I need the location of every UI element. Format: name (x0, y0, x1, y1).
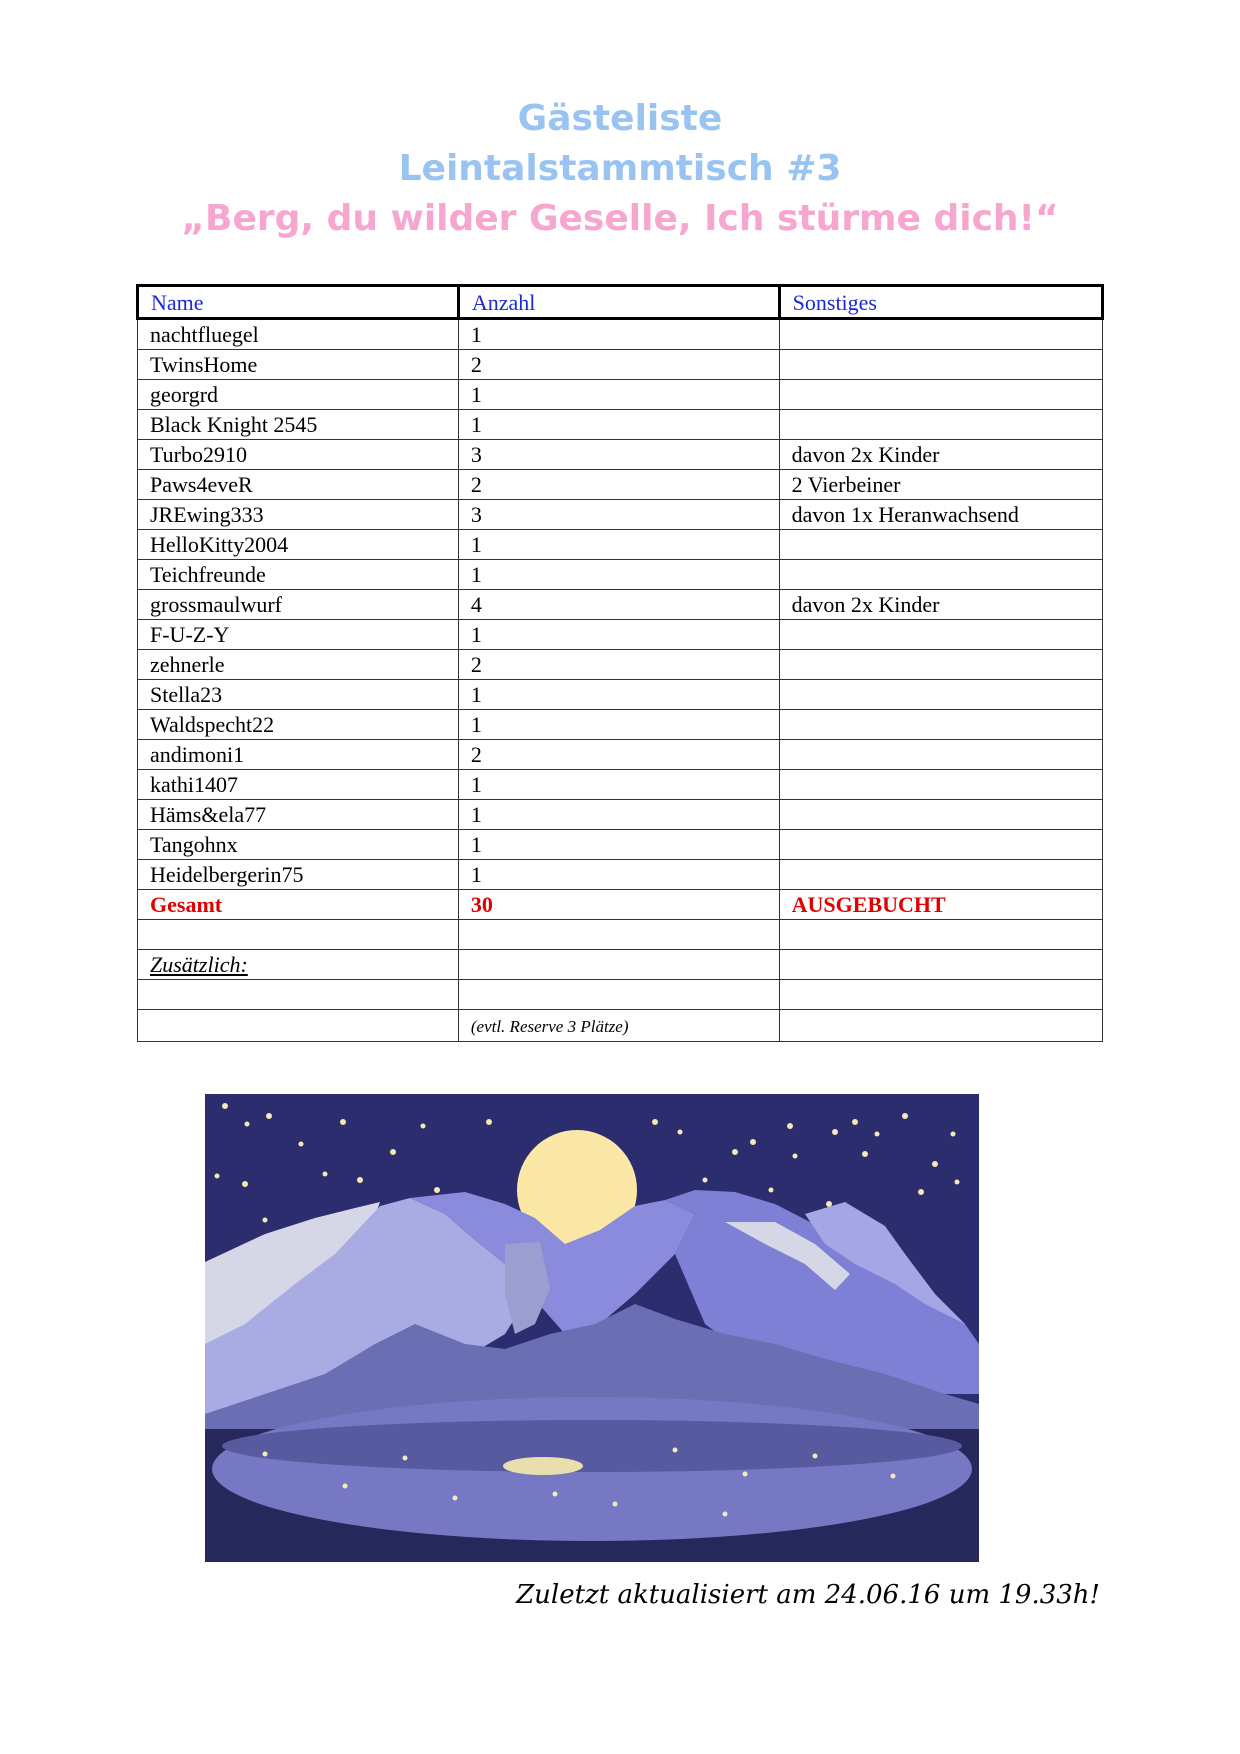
guest-name-cell: kathi1407 (138, 770, 459, 800)
guest-count-cell: 1 (458, 680, 779, 710)
guest-notes-cell: davon 1x Heranwachsend (779, 500, 1102, 530)
guest-notes-cell: 2 Vierbeiner (779, 470, 1102, 500)
guest-name-cell: Paws4eveR (138, 470, 459, 500)
guest-notes-cell (779, 680, 1102, 710)
event-motto: „Berg, du wilder Geselle, Ich stürme dich!“ (181, 198, 1059, 239)
empty-cell (458, 920, 779, 950)
table-row (138, 590, 1103, 620)
guest-count-cell: 2 (458, 470, 779, 500)
guest-name-cell: georgrd (138, 380, 459, 410)
table-row (138, 620, 1103, 650)
guest-name-cell: Teichfreunde (138, 560, 459, 590)
guest-name-cell: JREwing333 (138, 500, 459, 530)
table-row (138, 440, 1103, 470)
guest-count-cell: 1 (458, 800, 779, 830)
table-row (138, 530, 1103, 560)
guest-notes-cell (779, 830, 1102, 860)
guest-count-cell: 3 (458, 440, 779, 470)
extra-label-cell-text: Zusätzlich: (150, 952, 248, 977)
guest-notes-cell (779, 410, 1102, 440)
guest-notes-cell: davon 2x Kinder (779, 440, 1102, 470)
total-value-cell: 30 (458, 890, 779, 920)
table-row (138, 319, 1103, 350)
guest-name-cell: HelloKitty2004 (138, 530, 459, 560)
guest-name-cell: Häms&ela77 (138, 800, 459, 830)
guest-notes-cell (779, 650, 1102, 680)
guest-notes-cell (779, 740, 1102, 770)
guest-name-cell: andimoni1 (138, 740, 459, 770)
table-row (138, 350, 1103, 380)
guest-name-cell: Black Knight 2545 (138, 410, 459, 440)
table-row (138, 830, 1103, 860)
table-row (138, 710, 1103, 740)
table-row (138, 410, 1103, 440)
guest-notes-cell (779, 620, 1102, 650)
guest-name-cell: TwinsHome (138, 350, 459, 380)
guest-count-cell: 4 (458, 590, 779, 620)
table-row (138, 560, 1103, 590)
empty-row (138, 920, 1103, 950)
guest-notes-cell (779, 800, 1102, 830)
guest-name-cell: Waldspecht22 (138, 710, 459, 740)
empty-row (138, 980, 1103, 1010)
table-row (138, 770, 1103, 800)
table-header-row (138, 286, 1103, 319)
guest-name-cell: F-U-Z-Y (138, 620, 459, 650)
total-row (138, 890, 1103, 920)
empty-cell (458, 980, 779, 1010)
extra-row (138, 950, 1103, 980)
guest-count-cell: 2 (458, 350, 779, 380)
guest-name-cell: Heidelbergerin75 (138, 860, 459, 890)
guest-name-cell: nachtfluegel (138, 319, 459, 350)
empty-cell (458, 950, 779, 980)
table-row (138, 650, 1103, 680)
guest-notes-cell (779, 380, 1102, 410)
last-updated-note: Zuletzt aktualisiert am 24.06.16 um 19.33h! (516, 1580, 1100, 1610)
guest-count-cell: 1 (458, 530, 779, 560)
guest-name-cell: Tangohnx (138, 830, 459, 860)
guest-count-cell: 2 (458, 650, 779, 680)
guest-notes-cell (779, 770, 1102, 800)
guest-notes-cell (779, 350, 1102, 380)
extra-label-cell (138, 950, 459, 980)
guest-count-cell: 1 (458, 380, 779, 410)
guest-count-cell: 3 (458, 500, 779, 530)
empty-cell (138, 980, 459, 1010)
moon-reflection (503, 1457, 583, 1475)
empty-cell (779, 980, 1102, 1010)
empty-cell (779, 950, 1102, 980)
guest-count-cell: 1 (458, 319, 779, 350)
empty-cell (138, 1010, 459, 1042)
guest-notes-cell (779, 560, 1102, 590)
guest-notes-cell (779, 319, 1102, 350)
total-status-cell: AUSGEBUCHT (779, 890, 1102, 920)
guest-count-cell: 1 (458, 710, 779, 740)
guest-count-cell: 1 (458, 770, 779, 800)
guest-notes-cell (779, 710, 1102, 740)
mountain-night-illustration (205, 1094, 979, 1562)
guest-count-cell: 2 (458, 740, 779, 770)
guest-name-cell: Turbo2910 (138, 440, 459, 470)
table-row (138, 680, 1103, 710)
total-label-cell: Gesamt (138, 890, 459, 920)
guest-table (136, 284, 1104, 1042)
empty-cell (779, 920, 1102, 950)
guest-count-cell: 1 (458, 560, 779, 590)
guest-name-cell: Stella23 (138, 680, 459, 710)
guest-count-cell: 1 (458, 830, 779, 860)
event-title: Leintalstammtisch #3 (398, 148, 842, 189)
guest-name-cell: grossmaulwurf (138, 590, 459, 620)
guest-name-cell: zehnerle (138, 650, 459, 680)
table-row (138, 740, 1103, 770)
table-row (138, 470, 1103, 500)
reserve-note-cell (458, 1010, 779, 1042)
column-header-anzahl: Anzahl (458, 286, 779, 319)
table-row (138, 500, 1103, 530)
table-row (138, 380, 1103, 410)
guest-count-cell: 1 (458, 620, 779, 650)
column-header-sonstiges: Sonstiges (779, 286, 1102, 319)
page-title: Gästeliste (517, 98, 723, 139)
guest-notes-cell (779, 860, 1102, 890)
guest-count-cell: 1 (458, 860, 779, 890)
guest-notes-cell: davon 2x Kinder (779, 590, 1102, 620)
reserve-row (138, 1010, 1103, 1042)
table-row (138, 860, 1103, 890)
empty-cell (779, 1010, 1102, 1042)
lake-reflection (222, 1420, 962, 1472)
column-header-name: Name (138, 286, 459, 319)
table-row (138, 800, 1103, 830)
reserve-note-cell-text: (evtl. Reserve 3 Plätze) (470, 1017, 629, 1036)
guest-count-cell: 1 (458, 410, 779, 440)
guest-notes-cell (779, 530, 1102, 560)
empty-cell (138, 920, 459, 950)
